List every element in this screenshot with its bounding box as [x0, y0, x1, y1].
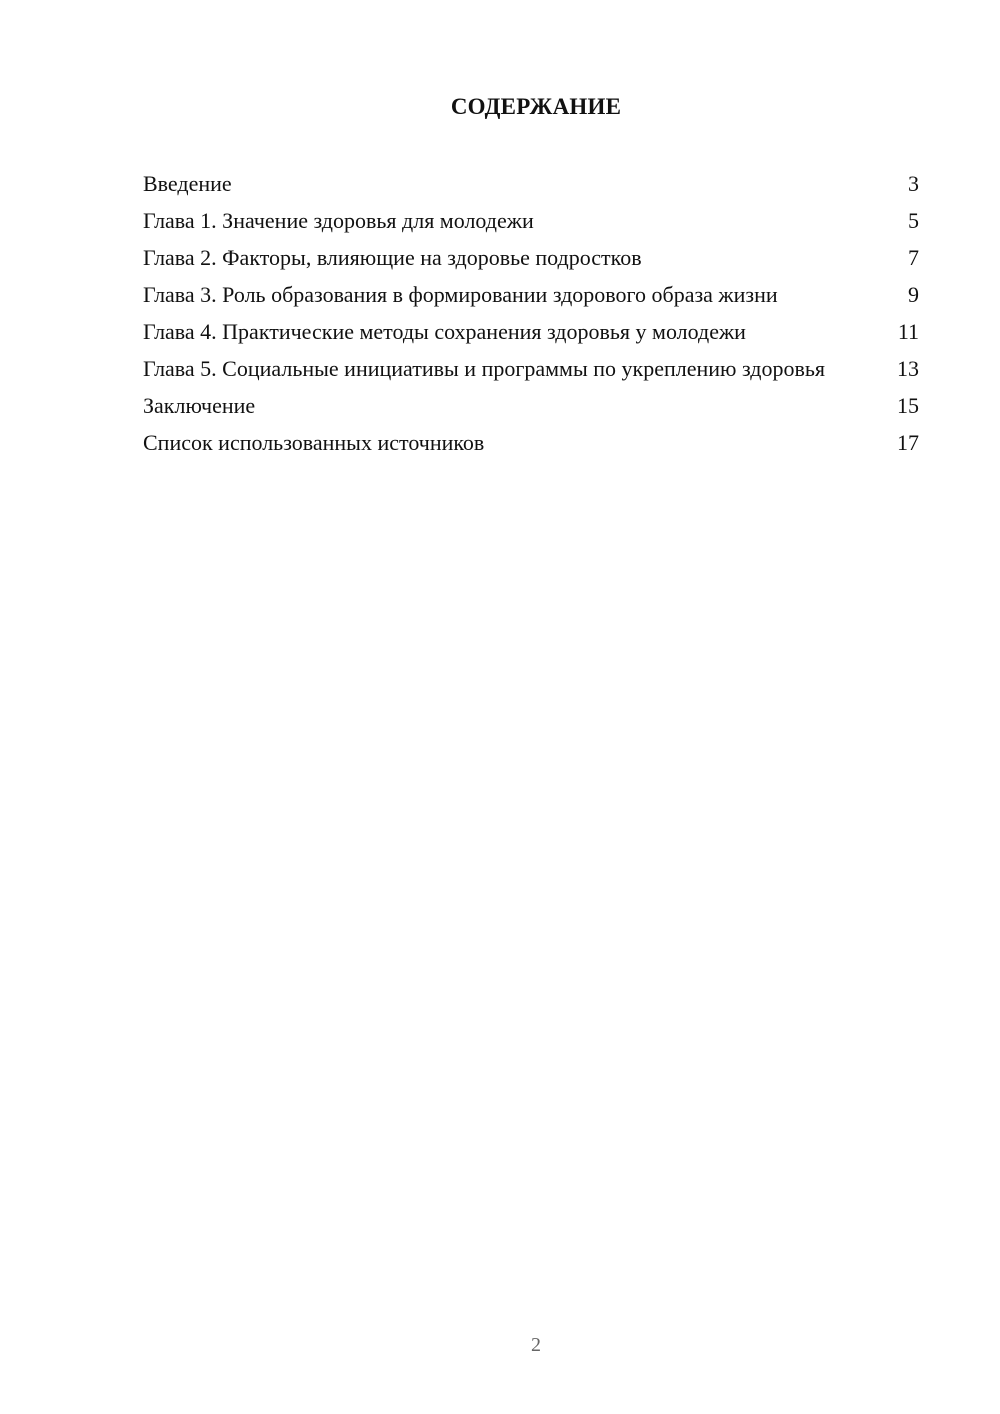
- toc-item-chapter-1: [143, 207, 919, 234]
- toc-item-chapter-4: [143, 318, 919, 345]
- toc-item-chapter-3: [143, 281, 919, 308]
- toc-page-number: 17: [897, 430, 919, 455]
- toc-entry-text: Глава 1. Значение здоровья для молодежи: [143, 208, 534, 233]
- toc-entry-text: Глава 2. Факторы, влияющие на здоровье подростков: [143, 245, 642, 270]
- toc-item-chapter-5: [143, 355, 919, 382]
- toc-entry-text: Глава 3. Роль образования в формировании здорового образа жизни: [143, 282, 778, 307]
- page-title: СОДЕРЖАНИЕ: [450, 94, 622, 119]
- page-number: 2: [531, 1334, 541, 1356]
- toc-entry-text: Глава 5. Социальные инициативы и программы по укреплению здоровья: [143, 356, 826, 381]
- toc-item-chapter-2: [143, 244, 919, 271]
- toc-entry-text: Глава 4. Практические методы сохранения здоровья у молодежи: [143, 319, 746, 344]
- table-of-contents: [143, 170, 919, 466]
- toc-page-number: 3: [908, 171, 919, 196]
- toc-page-number: 15: [897, 393, 919, 418]
- toc-page-number: 11: [897, 319, 919, 344]
- toc-page-number: 5: [908, 208, 919, 233]
- toc-entry-text: Введение: [143, 171, 232, 196]
- toc-page-number: 9: [908, 282, 919, 307]
- toc-entry-text: Список использованных источников: [143, 430, 485, 455]
- toc-page-number: 13: [897, 356, 919, 381]
- toc-page-number: 7: [908, 245, 919, 270]
- toc-item-intro: [143, 170, 919, 197]
- toc-entry-text: Заключение: [143, 393, 256, 418]
- toc-item-references: [143, 429, 919, 456]
- toc-item-conclusion: [143, 392, 919, 419]
